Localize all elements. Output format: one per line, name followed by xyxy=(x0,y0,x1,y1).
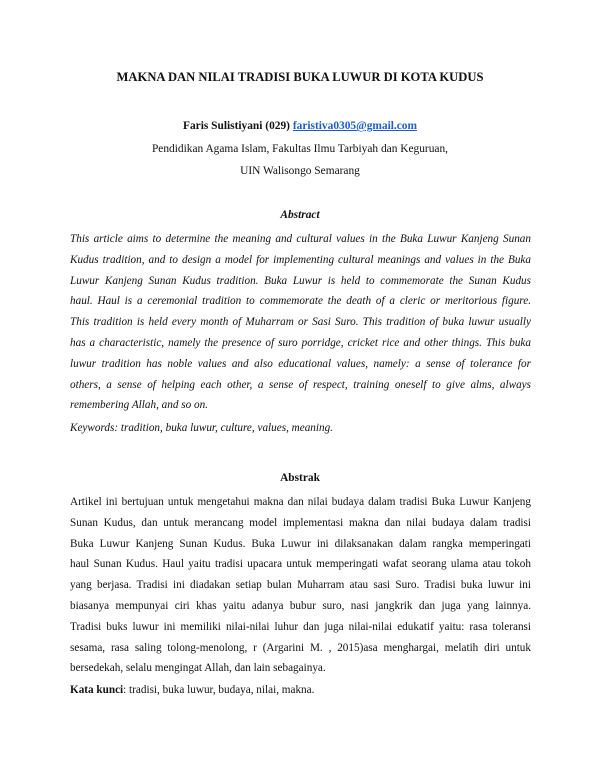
paragraph-line: yang berjasa. Tradisi ini diadakan setiap bulan Muharram atau sasi Suro. Tradisi buka luwur ini xyxy=(70,579,531,592)
paragraph-line: Kudus tradition, and to design a model for implementing cultural meanings and values in the Buka xyxy=(70,253,531,266)
paragraph-line: This tradition is held every month of Muharram or Sasi Suro. This tradition of buka luwur usually xyxy=(70,316,531,329)
paper-title: MAKNA DAN NILAI TRADISI BUKA LUWUR DI KOTA KUDUS xyxy=(116,70,484,84)
author-email-link[interactable]: faristiva0305@gmail.com xyxy=(292,120,417,132)
paragraph-line: Luwur Kanjeng Sunan Kudus tradition. Buka Luwur is held to commemorate the Sunan Kudus xyxy=(70,274,531,287)
paragraph-line: Tradisi buks luwur ini memiliki nilai-nilai luhur dan juga nilai-nilai edukatif yaitu: rasa toleransi xyxy=(70,620,531,633)
abstrak-keywords xyxy=(70,684,314,696)
paragraph-line: biasanya mempunyai ciri khas yaitu adanya bubur suro, nasi jangkrik dan juga yang lainnya. xyxy=(70,599,531,612)
abstract-heading: Abstract xyxy=(280,209,320,221)
abstract-body xyxy=(70,229,531,416)
affiliation-line-2: UIN Walisongo Semarang xyxy=(240,165,360,177)
abstrak-heading: Abstrak xyxy=(280,472,320,484)
abstract-keywords: Keywords: tradition, buka luwur, culture, values, meaning. xyxy=(70,422,333,434)
abstrak-body xyxy=(70,492,531,679)
paragraph-line: Artikel ini bertujuan untuk mengetahui makna dan nilai budaya dalam tradisi Buka Luwur Kanjeng xyxy=(70,496,531,508)
paragraph-line: This article aims to determine the meaning and cultural values in the Buka Luwur Kanjeng Sunan xyxy=(70,233,531,245)
keywords-text: : tradisi, buka luwur, budaya, nilai, makna. xyxy=(123,684,315,696)
paragraph-line: luwur tradition has noble values and also educational values, namely: a sense of tolerance for xyxy=(70,357,531,370)
author-line xyxy=(0,120,600,132)
paragraph-line: others, a sense of helping each other, a sense of respect, training oneself to give alms, always xyxy=(70,378,531,391)
paragraph-line: has a characteristic, namely the presence of suro porridge, cricket rice and other things. This buka xyxy=(70,336,531,349)
paragraph-line: haul Sunan Kudus. Haul yaitu tradisi upacara untuk memperingati wafat seorang ulama atau tokoh xyxy=(70,558,531,571)
paragraph-line: sesama, rasa saling tolong-menolong, r (Argarini M. , 2015)asa menghargai, melatih diri untuk xyxy=(70,641,531,654)
paragraph-line: haul. Haul is a ceremonial tradition to commemorate the death of a cleric or meritorious figure. xyxy=(70,295,531,308)
paragraph-line: bersedekah, selalu mengingat Allah, dan lain sebagainya. xyxy=(70,662,326,675)
affiliation-line-1: Pendidikan Agama Islam, Fakultas Ilmu Tarbiyah dan Keguruan, xyxy=(151,143,449,155)
paragraph-line: Buka Luwur Kanjeng Sunan Kudus. Buka Luwur ini dilaksanakan dalam rangka memperingati xyxy=(70,537,531,550)
author-name: Faris Sulistiyani (029) xyxy=(183,120,290,132)
paragraph-line: remembering Allah, and so on. xyxy=(70,399,208,412)
keywords-label: Kata kunci xyxy=(70,684,124,696)
paragraph-line: Sunan Kudus, dan untuk merancang model implementasi makna dan nilai budaya dalam tradisi xyxy=(70,516,531,529)
